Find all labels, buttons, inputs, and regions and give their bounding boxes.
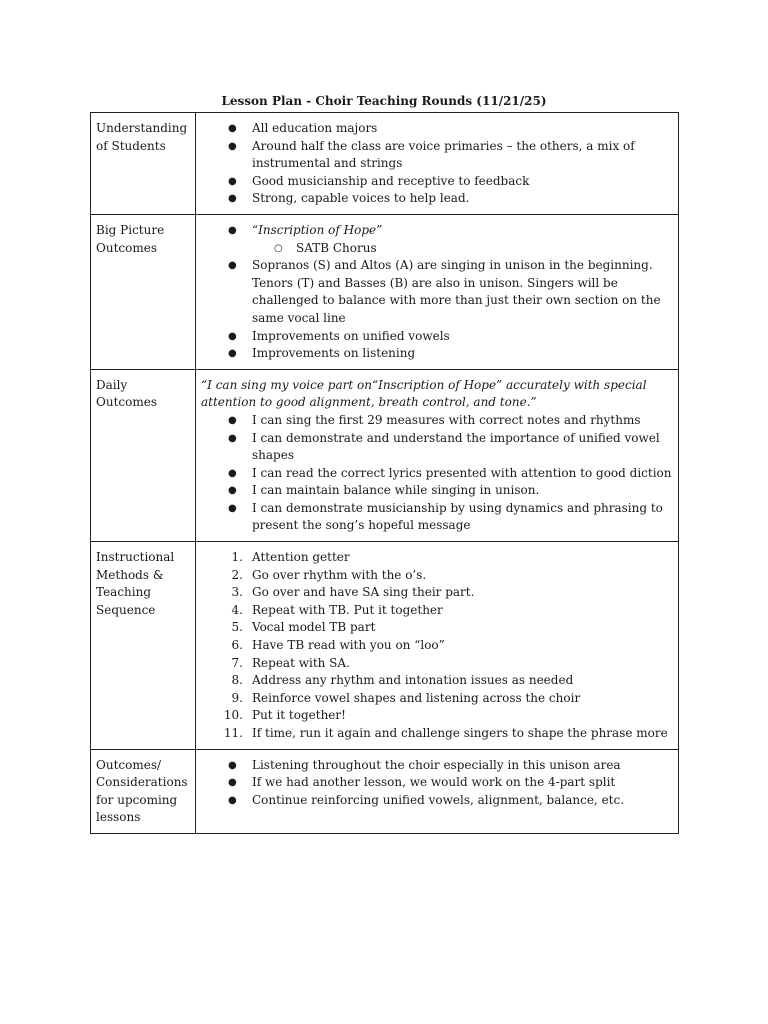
label-understanding: Understanding of Students: [91, 113, 196, 215]
hollow-bullet-icon: ○: [274, 242, 283, 254]
bullet-icon: ●: [228, 224, 237, 236]
content-instructional: [196, 542, 679, 750]
list-item: ● I can maintain balance while singing in unison.: [201, 482, 673, 500]
list-item: 9. Reinforce vowel shapes and listening across the choir: [231, 690, 581, 705]
list-item: ● Sopranos (S) and Altos (A) are singing in unison in the beginning. Tenors (T) and Basses (B) are also in unison. Singers will be challenged to balance with more than just their own section on the same vocal line: [228, 258, 661, 325]
list-item: 11. If time, run it again and challenge singers to shape the phrase more: [223, 726, 668, 740]
bullet-icon: ●: [228, 260, 237, 272]
label-instructional: Instructional Methods & Teaching Sequence: [91, 542, 196, 750]
bullet-icon: ●: [228, 123, 237, 134]
content-big-picture: [196, 214, 679, 369]
document-title: Lesson Plan - Choir Teaching Rounds (11/21/25): [221, 94, 547, 108]
row-instructional: [91, 542, 679, 750]
bullet-icon: ●: [228, 502, 237, 514]
bullet-icon: ●: [228, 467, 237, 479]
bullet-icon: ●: [228, 140, 237, 152]
list-item: 4. Repeat with TB. Put it together: [231, 602, 443, 617]
list-item: ● I can demonstrate musicianship by using dynamics and phrasing to present the song’s hopeful message: [228, 500, 663, 533]
list-item: ● Good musicianship and receptive to feedback: [201, 173, 673, 191]
row-outcomes: [91, 749, 679, 833]
list-item: 10. Put it together!: [223, 708, 346, 723]
content-daily: [196, 369, 679, 541]
list-item: ● I can read the correct lyrics presented with attention to good diction: [201, 465, 673, 483]
list-item: ● Listening throughout the choir especially in this unison area: [201, 757, 673, 775]
list-item: 8. Address any rhythm and intonation issues as needed: [231, 673, 574, 688]
row-daily: [91, 369, 679, 541]
content-understanding: [196, 113, 679, 215]
label-outcomes: Outcomes/ Considerations for upcoming lessons: [91, 749, 196, 833]
bullet-icon: ●: [228, 485, 237, 497]
bullet-icon: ●: [228, 777, 237, 789]
list-item: ● Around half the class are voice primaries – the others, a mix of instrumental and strings: [228, 138, 635, 171]
lesson-plan-table: [90, 112, 679, 834]
bullet-icon: ●: [228, 794, 237, 806]
list-item: 1. Attention getter: [231, 550, 350, 565]
bullet-icon: ●: [228, 193, 237, 205]
content-outcomes: [196, 749, 679, 833]
list-item: 5. Vocal model TB part: [231, 620, 376, 635]
row-understanding: [91, 113, 679, 215]
list-item: ● Continue reinforcing unified vowels, alignment, balance, etc.: [201, 792, 673, 810]
list-item: ● I can demonstrate and understand the importance of unified vowel shapes: [228, 430, 660, 463]
list-item: ● Strong, capable voices to help lead.: [201, 190, 673, 208]
list-item: 2. Go over rhythm with the o’s.: [231, 567, 427, 582]
list-item: 6. Have TB read with you on “loo”: [231, 638, 445, 653]
sub-list-item: ○ SATB Chorus: [201, 240, 673, 258]
label-big-picture: Big Picture Outcomes: [91, 214, 196, 369]
daily-intro: “I can sing my voice part on“Inscription of Hope” accurately with special attention to good alignment, breath control, and tone.”: [201, 377, 647, 410]
bullet-icon: ●: [228, 175, 237, 187]
list-item: ● I can sing the first 29 measures with correct notes and rhythms: [201, 412, 673, 430]
list-item: ● All education majors: [201, 120, 673, 138]
row-big-picture: [91, 214, 679, 369]
list-item: ● Improvements on unified vowels: [201, 328, 673, 346]
bullet-icon: ●: [228, 759, 237, 771]
bullet-icon: ●: [228, 432, 237, 444]
list-item: 3. Go over and have SA sing their part.: [231, 585, 475, 600]
list-item: ● Improvements on listening: [201, 345, 673, 363]
bullet-icon: ●: [228, 330, 237, 342]
bullet-icon: ●: [228, 348, 237, 360]
list-item: ● “Inscription of Hope” ○ SATB Chorus: [201, 222, 673, 257]
label-daily: Daily Outcomes: [91, 369, 196, 541]
list-item: ● If we had another lesson, we would work on the 4-part split: [201, 774, 673, 792]
bullet-icon: ●: [228, 414, 237, 426]
list-item: 7. Repeat with SA.: [231, 655, 350, 670]
